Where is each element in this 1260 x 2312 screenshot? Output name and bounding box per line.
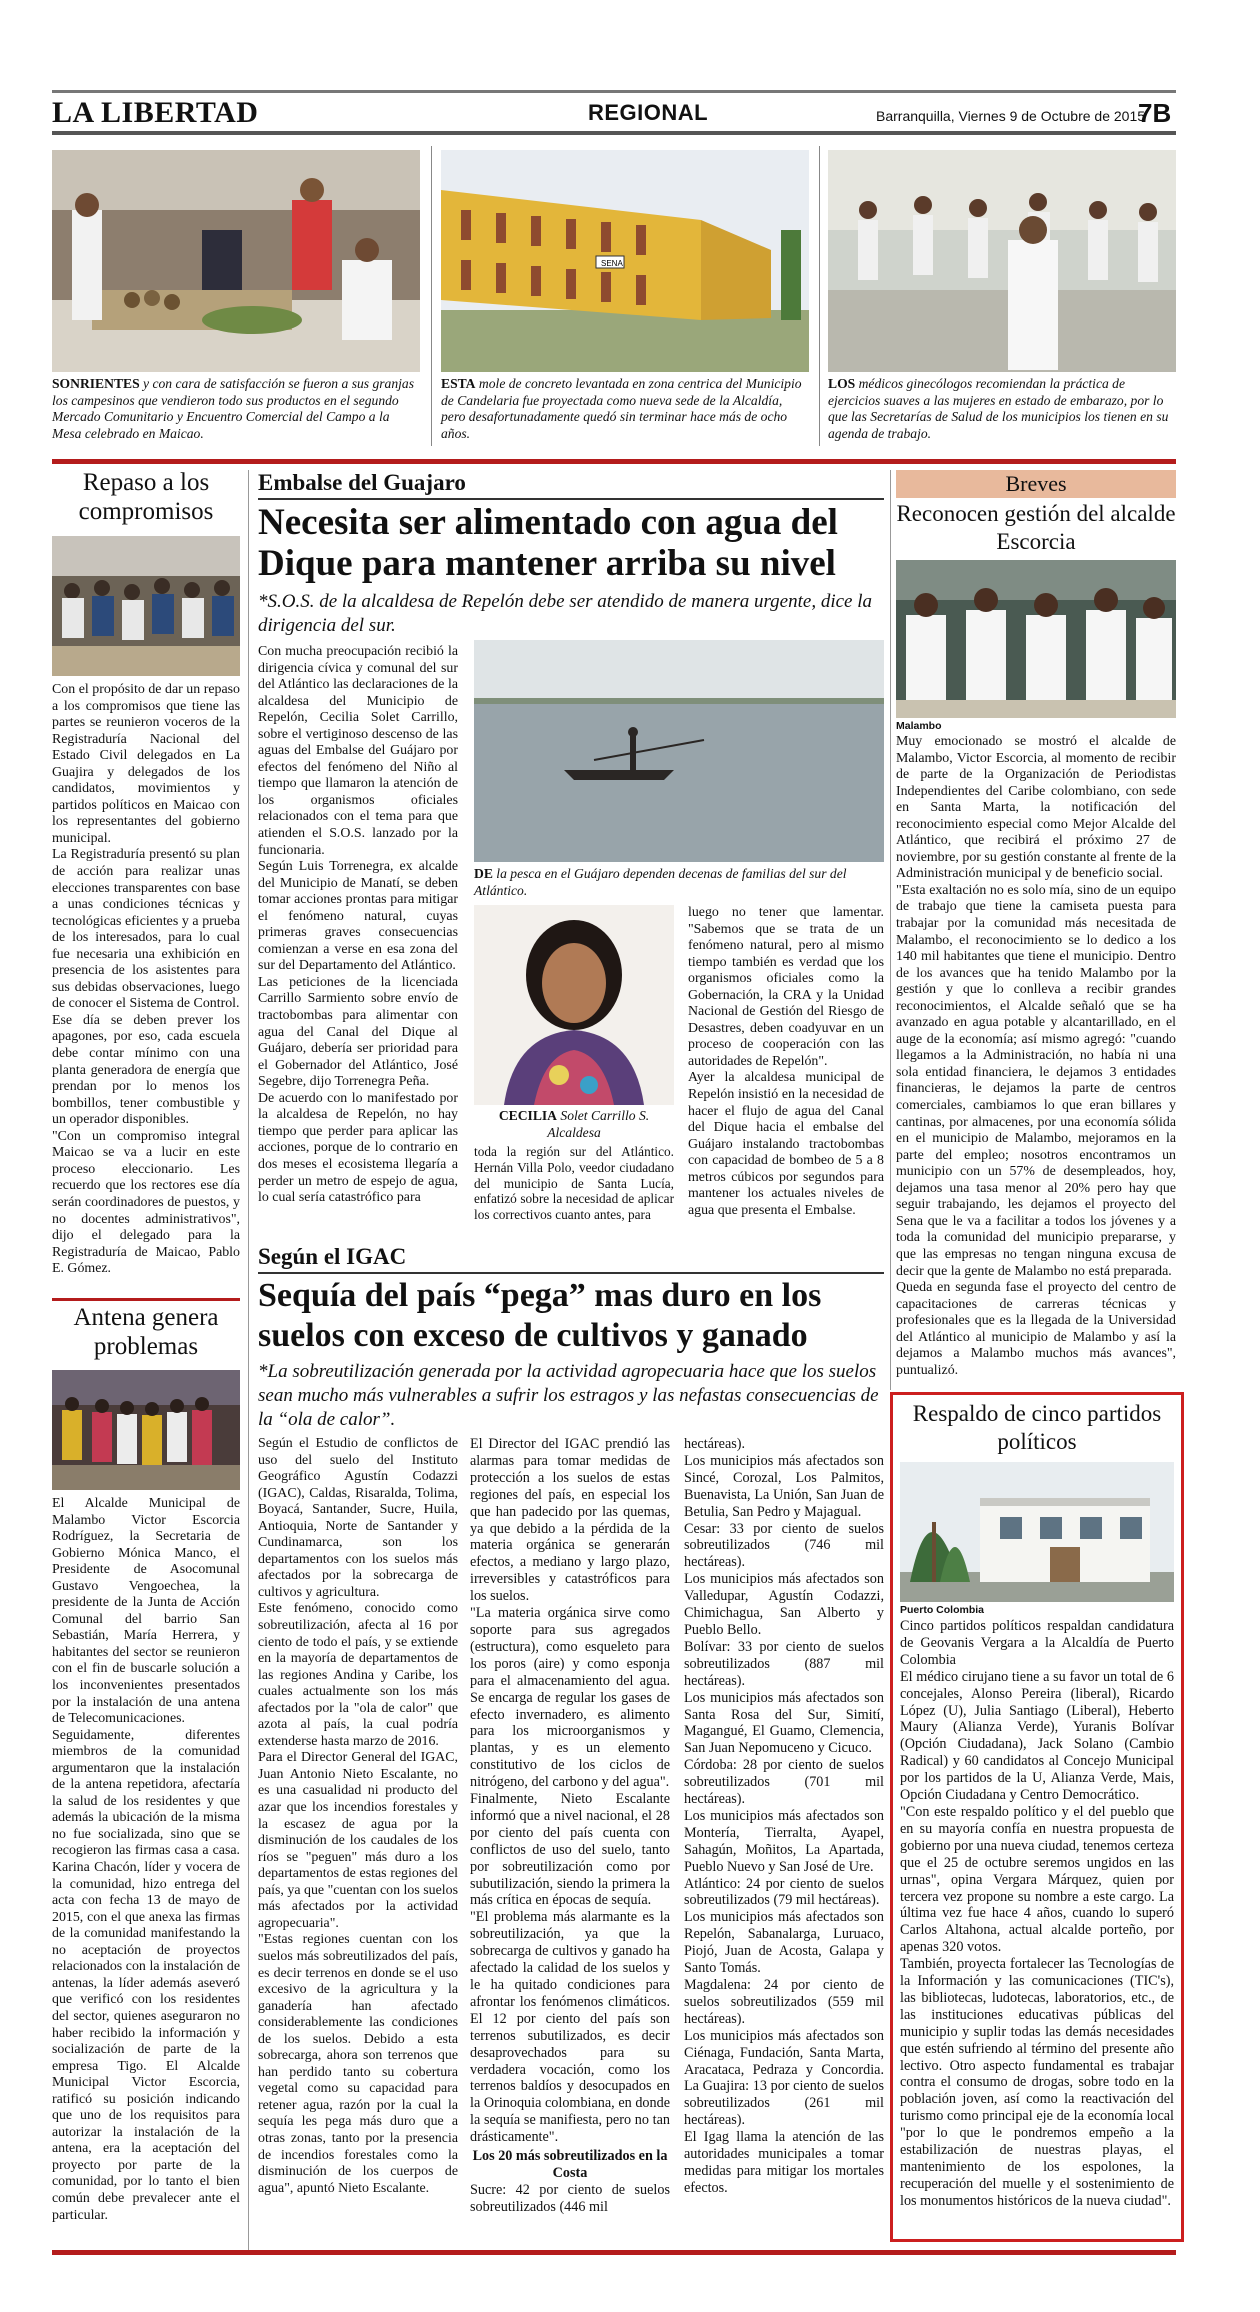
story1-col2b: toda la región sur del Atlántico. Hernán Villa Polo, veedor ciudadano del municipio de Santa Lucía, enfatizó sobre la necesidad de aplicar los correctivos cuanto antes, para [474, 1144, 674, 1223]
bottom-rule [52, 2250, 1176, 2255]
breves-label: Breves [896, 470, 1176, 498]
section-rule [52, 459, 1176, 464]
story2-subhead: Los 20 más sobreutilizados en la Costa [472, 2148, 668, 2181]
story1-col3: luego no tener que lamentar. "Sabemos que se trata de un fenómeno natural, pero al mismo tiempo también es verdad que los organismos oficiales como la Gobernación, la CRA y la Unidad Nacional de Gestión del Riesgo de Desastres, deben coadyuvar en un proceso de cooperación con las autoridades de Repelón". Ayer la alcaldesa municipal de Repelón insistió en la necesidad de hacer el flujo de agua del Canal del Dique hacia el embalse del Guájaro instalando tractobombas con capacidad de bombeo de 5 a 8 metros cúbicos por segundos para mantener los actuales niveles de agua que presenta el Embalse. [688, 905, 884, 1218]
breves-title: Reconocen gestión del alcalde Escorcia [896, 501, 1176, 554]
mayor-portrait [474, 905, 674, 1105]
respaldo-dateline: Puerto Colombia [900, 1604, 985, 1616]
breves-body: Muy emocionado se mostró el alcalde de Malambo, Victor Escorcia, al momento de recibir de parte de la Organización de Periodistas Independientes del Caribe colombiano, con sede en Santa Marta, la notificación del reconocimiento especial como Mejor Alcalde del Atlántico, que recibirá el próximo 27 de noviembre, por su gestión constante al frente de la Administración municipal y de beneficio social. "Esta exaltación no es solo mía, sino de un equipo de trabajo que tiene la camiseta puesta para trabajar por la comunidad más necesitada de Malambo, el reconocimiento se lo dedico a los 140 mil habitantes que tiene el municipio. Dentro de los avances que ha tenido Malambo por la gestión y que lo conlleva a recibir grandes reconocimientos, el Alcalde señaló que se ha avanzado en agua potable y alcantarillado, en el auge de la economía; así mismo agregó: "cuando llegamos a la Administración, no había ni una sola entidad financiera, le dejamos 3 entidades financieras, le dejamos la parte de centros comerciales, cambiamos lo que eran billares y cantinas, por almacenes, por una economía sólida en el municipio de Malambo, mejoramos en la parte del empleo; nosotros encontramos un municipio con un 57% de desempleados, hoy, dejamos una tasa menor al 20% pero hay que seguir trabajando, les dejamos el proyecto del Sena que le va a facilitar a todos los jóvenes y a toda la comunidad del municipio prepararse, y que las empresas no tengan ninguna excusa de decir que la gente de Malambo no está preparada. Queda en segunda fase el proyecto del centro de capacitaciones de carreras técnicas y profesionales que es la llegada de la Universidad del Atlántico al municipio de Malambo y así la dejamos a Malambo muchos más avances", puntualizó. [896, 734, 1176, 1378]
story2-col2: El Director del IGAC prendió las alarmas para tomar medidas de protección a los suelos de estas regiones del país, en especial los que han padecido por las quemas, ya que debido a la pérdida de la materia orgánica se generarán efectos, a mediano y largo plazo, irreversibles y catastróficos para los suelos. "La materia orgánica sirve como soporte para sus agregados (estructura), como esqueleto para los poros (aire) y como esponja para el almacenamiento del agua. Se encarga de regular los gases de efecto invernadero, es alimento para los microorganismos y plantas, y es un elemento constitutivo de los ciclos de nitrógeno, del carbono y del agua". Finalmente, Nieto Escalante informó que a nivel nacional, el 28 por ciento del país cuenta con conflictos de uso del suelo, tanto por sobreutilización como por subutilización, siendo la primera la más crítica en épocas de sequía. "El problema más alarmante es la sobreutilización, ya que la sobrecarga de cultivos y ganado ha afectado la calidad de los suelos y le ha quitado condiciones para afrontar los fenómenos climáticos. El 12 por ciento del país son terrenos subutilizados, es decir desaprovechados para su verdadera vocación, como los terrenos baldíos y desocupados en la Orinoquia colombiana, en donde la sequía se manifiesta, pero no tan drásticamente". Los 20 más sobreutilizados en la Costa Sucre: 42 por ciento de suelos sobreutilizados (446 mil [470, 1436, 670, 2215]
respaldo-body: Cinco partidos políticos respaldan candidatura de Geovanis Vergara a la Alcaldía de Puerto Colombia El médico cirujano tiene a su favor un total de 6 concejales, Alonso Pereira (liberal), Ricardo López (U), Julia Santiago (Liberal), Heberto Maury (Alianza Verde), Yuranis Bolívar (Opción Ciudadana), Jack Solano (Cambio Radical) y 60 candidatos al Concejo Municipal por los partidos de la U, Alianza Verde, Mais, Opción Ciudadana y Centro Democrático. "Con este respaldo político y el del pueblo que en su mayoría confía en nuestra propuesta de gobierno por una nueva ciudad, tenemos certeza que el 25 de octubre seremos ungidos en las urnas", opina Vergara Márquez, quien por tercera vez propone su nombre a este cargo. La última vez fue hace 4 años, cuando lo superó Carlos Altahona, actual alcalde porteño, por apenas 320 votos. También, proyecta fortalecer las Tecnologías de la Información y las comunicaciones (TIC's), las bibliotecas, ludotecas, laboratorios, etc., de las instituciones educativas públicas del municipio y suplir todas las demás necesidades que estén sufriendo al término del presente año lectivo. Otro aspecto fundamental es trabajar contra el consumo de drogas, sobre todo en la población joven, así como la reactivación del turismo como principal eje de la economía local "por lo que le pondremos empeño a la estabilización de nuestras playas, el mantenimiento de los espolones, la recuperación del muelle y el sostenimiento de los monumentos históricos de la nueva ciudad". [900, 1618, 1174, 2209]
market-photo [52, 150, 420, 372]
paper-name: LA LIBERTAD [52, 96, 259, 129]
story2-kicker: Según el IGAC [258, 1244, 407, 1269]
story2-kicker-rule [258, 1272, 884, 1274]
caption-divider-2 [819, 146, 820, 446]
story2-deck: *La sobreutilización generada por la actividad agropecuaria hace que los suelos sean mucho más vulnerables a sufrir los estragos y las nefastas consecuencias de la “ola de calor”. [258, 1361, 879, 1430]
photo-caption-1: SONRIENTES y con cara de satisfacción se fueron a sus granjas los campesinos que vendieron todo sus productos en el segundo Mercado Comunitario y Encuentro Comercial del Campo a la Mesa celebrado en Maicao. [52, 376, 415, 441]
repaso-body: Con el propósito de dar un repaso a los compromisos que tiene las partes se reunieron voceros de la Registraduría Nacional del Estado Civil delegados en La Guajira y delegados de los candidatos, movimientos y partidos políticos en Maicao con los representantes del gobierno municipal. La Registraduría presentó su plan de acción para realizar unas elecciones transparentes con base a unas condiciones técnicas y tecnológicas eficientes y a prueba de los interesados, para lo cual fue necesaria una exhibición en presencia de los asistentes para sus debidas observaciones, luego de conocer el Sistema de Control. Ese día se deben prever los apagones, por eso, cada escuela debe contar mínimo con una planta generadora de energía que prendan por lo menos los bombillos, tener combustible y un operador disponibles. "Con un compromiso integral Maicao se va a lucir en este proceso eleccionario. Les recuerdo que los rectores ese día serán coordinadores de puestos, y no docentes administrativos", dijo el delegado para la Registraduría de Maicao, Pablo E. Gómez. [52, 682, 240, 1277]
col-divider-left [248, 470, 249, 2250]
meeting-photo [52, 536, 240, 676]
col-divider-right [890, 470, 891, 1390]
antena-body: El Alcalde Municipal de Malambo Victor Escorcia Rodríguez, la Secretaria de Gobierno Mónica Manco, el Presidente de Asocomunal Gustavo Vengoechea, la presidente de la Junta de Acción Comunal del barrio San Sebastián, María Herrera, y habitantes del sector se reunieron con el fin de buscarle solución a los inconvenientes presentados por la instalación de una antena de Telecomunicaciones. Seguidamente, diferentes miembros de la comunidad argumentaron que la instalación de la antena repetidora, afectaría la salud de los residentes y que además la ubicación de la misma no fue socializada, sino que se recogieron las firmas casa a casa. Karina Chacón, líder y vocera de la comunidad, hizo entrega del acta con fecha 13 de mayo de 2015, con el que anexa las firmas de la comunidad manifestando la no aceptación de proyectos relacionados con la instalación de antenas, la líder además aseveró que verificó con los residentes del sector, quienes aseguraron no haber recibido la información y socialización de parte de la empresa Tigo. El Alcalde Municipal Victor Escorcia, ratificó su posición indicando que uno de los requisitos para autorizar la instalación de la antena, era la aceptación del proyecto por parte de la comunidad, por lo tanto el bien común debe prevalecer ante el particular. [52, 1496, 240, 2223]
story2-headline: Sequía del país “pega” mas duro en los suelos con exceso de cultivos y ganado [258, 1277, 822, 1354]
story1-kicker: Embalse del Guajaro [258, 470, 466, 495]
exercise-photo [828, 150, 1176, 372]
sign-text: SENA [601, 259, 623, 268]
photo-caption-3: LOS médicos ginecólogos recomiendan la práctica de ejercicios suaves a las mujeres en estado de embarazo, por lo que las Secretarías de Salud de los municipios los tienen en su agenda de trabajo. [828, 376, 1169, 441]
building-photo [441, 150, 809, 372]
antena-rule [52, 1298, 240, 1301]
caption-divider-1 [431, 146, 432, 446]
story2-col1: Según el Estudio de conflictos de uso del suelo del Instituto Geográfico Agustín Codazzi (IGAC), Caldas, Risaralda, Tolima, Boyacá, Santander, Sucre, Huila, Antioquia, Norte de Santander y Cundinamarca, son los departamentos con los suelos más afectados por la sobrecarga de cultivos y agricultura. Este fenómeno, conocido como sobreutilización, afecta al 16 por ciento de todo el país, y se extiende en la mayoría de departamentos de las regiones Andina y Caribe, los cuales actualmente son los más afectados por la "ola de calor" que azota al país, la cual podría extenderse hasta marzo de 2016. Para el Director General del IGAC, Juan Antonio Nieto Escalante, no es una casualidad ni producto del azar que los incendios forestales y la escasez de agua por la disminución de los caudales de los ríos se "peguen" más duro a los departamentos de estas regiones del país, ya que "cuentan con los suelos más afectados por la actividad agropecuaria". "Estas regiones cuentan con los suelos más sobreutilizados del país, es decir terrenos en donde se el uso excesivo de la agricultura y la ganadería han afectado considerablemente las condiciones de los suelos. Debido a esta sobrecarga, ahora son terrenos que han perdido tanto su cobertura vegetal como su capacidad para retener agua, razón por la cual la sequía les pega más duro que a otras zonas, tanto por la presencia de incendios forestales como la disminución de los cuerpos de agua", apuntó Nieto Escalante. [258, 1436, 458, 2196]
story2-col3: hectáreas). Los municipios más afectados son Sincé, Corozal, Los Palmitos, Buenavista, La Unión, San Juan de Betulia, San Pedro y Majagual. Cesar: 33 por ciento de suelos sobreutilizados (746 mil hectáreas). Los municipios más afectados son Valledupar, Agustín Codazzi, Chimichagua, San Alberto y Pueblo Bello. Bolívar: 33 por ciento de suelos sobreutilizados (887 mil hectáreas). Los municipios más afectados son Santa Rosa del Sur, Simití, Magangué, El Guamo, Clemencia, San Juan Nepomuceno y Cicuco. Córdoba: 28 por ciento de suelos sobreutilizados (701 mil hectáreas). Los municipios más afectados son Montería, Tierralta, Ayapel, Sahagún, Moñitos, La Apartada, Pueblo Nuevo y San José de Ure. Atlántico: 24 por ciento de suelos sobreutilizados (79 mil hectáreas). Los municipios más afectados son Repelón, Sabanalarga, Luruaco, Piojó, Juan de Acosta, Galapa y Santo Tomás. Magdalena: 24 por ciento de suelos sobreutilizados (559 mil hectáreas). Los municipios más afectados son Ciénaga, Fundación, Santa Marta, Aracataca, Pedraza y Concordia. La Guajira: 13 por ciento de suelos sobreutilizados (261 mil hectáreas). El Igag llama la atención de las autoridades municipales a tomar medidas para mitigar los mortales efectos. [684, 1436, 884, 2196]
story1-headline: Necesita ser alimentado con agua del Dique para mantener arriba su nivel [258, 502, 838, 584]
story1-kicker-rule [258, 498, 884, 500]
photo-caption-2: ESTA mole de concreto levantada en zona centrica del Municipio de Candelaria fue proyectada como nueva sede de la Alcaldía, pero desafortunadamente quedó sin terminar hace más de ocho años. [441, 376, 802, 441]
repaso-title: Repaso a los compromisos [78, 469, 214, 525]
mayor-caption: CECILIA Solet Carrillo S. Alcaldesa [498, 1108, 650, 1140]
award-photo [896, 560, 1176, 718]
candidate-building-photo [900, 1462, 1174, 1602]
breves-dateline: Malambo [896, 720, 942, 732]
antenna-meeting-photo [52, 1370, 240, 1490]
issue-date: Barranquilla, Viernes 9 de Octubre de 2015 [876, 108, 1146, 124]
section-name: REGIONAL [588, 100, 709, 125]
story1-col1: Con mucha preocupación recibió la dirigencia cívica y comunal del sur del Atlántico las declaraciones de la alcaldesa del Municipio de Repelón, Cecilia Solet Carrillo, sobre el vertiginoso descenso de las aguas del Embalse del Guájaro por efectos del fenómeno del Niño al tiempo que llamaron la atención de los organismos oficiales relacionados con el tema para que atienden el S.O.S. lanzado por la funcionaria. Según Luis Torrenegra, ex alcalde del Municipio de Manatí, se deben tomar acciones prontas para mitigar el fenómeno natural, cuyas primeras graves consecuencias comienzan a verse en esa zona del sur del Departamento del Atlántico. Las peticiones de la licenciada Carrillo Sarmiento sobre envío de tractobombas para alimentar con agua del Canal del Dique al Guájaro, debería ser prioridad para el Gobernador del Atlántico, José Segebre, dijo Torrenegra Peña. De acuerdo con lo manifestado por la alcaldesa de Repelón, no hay tiempo que perder para aplicar las acciones, porque de lo contrario en dos meses el ecosistema llegaría a perder un metro de espejo de agua, lo cual sería catastrófico para [258, 644, 458, 1206]
top-rule [52, 90, 1176, 93]
antena-title: Antena genera problemas [73, 1304, 219, 1360]
masthead-rule [52, 131, 1176, 135]
page-number: 7B [1138, 98, 1172, 128]
respaldo-title: Respaldo de cinco partidos políticos [912, 1401, 1162, 1454]
fishing-caption: DE la pesca en el Guájaro dependen decenas de familias del sur del Atlántico. [474, 866, 847, 898]
story1-deck: *S.O.S. de la alcaldesa de Repelón debe ser atendido de manera urgente, dice la dirigencia del sur. [258, 591, 873, 636]
fishing-photo [474, 640, 884, 862]
